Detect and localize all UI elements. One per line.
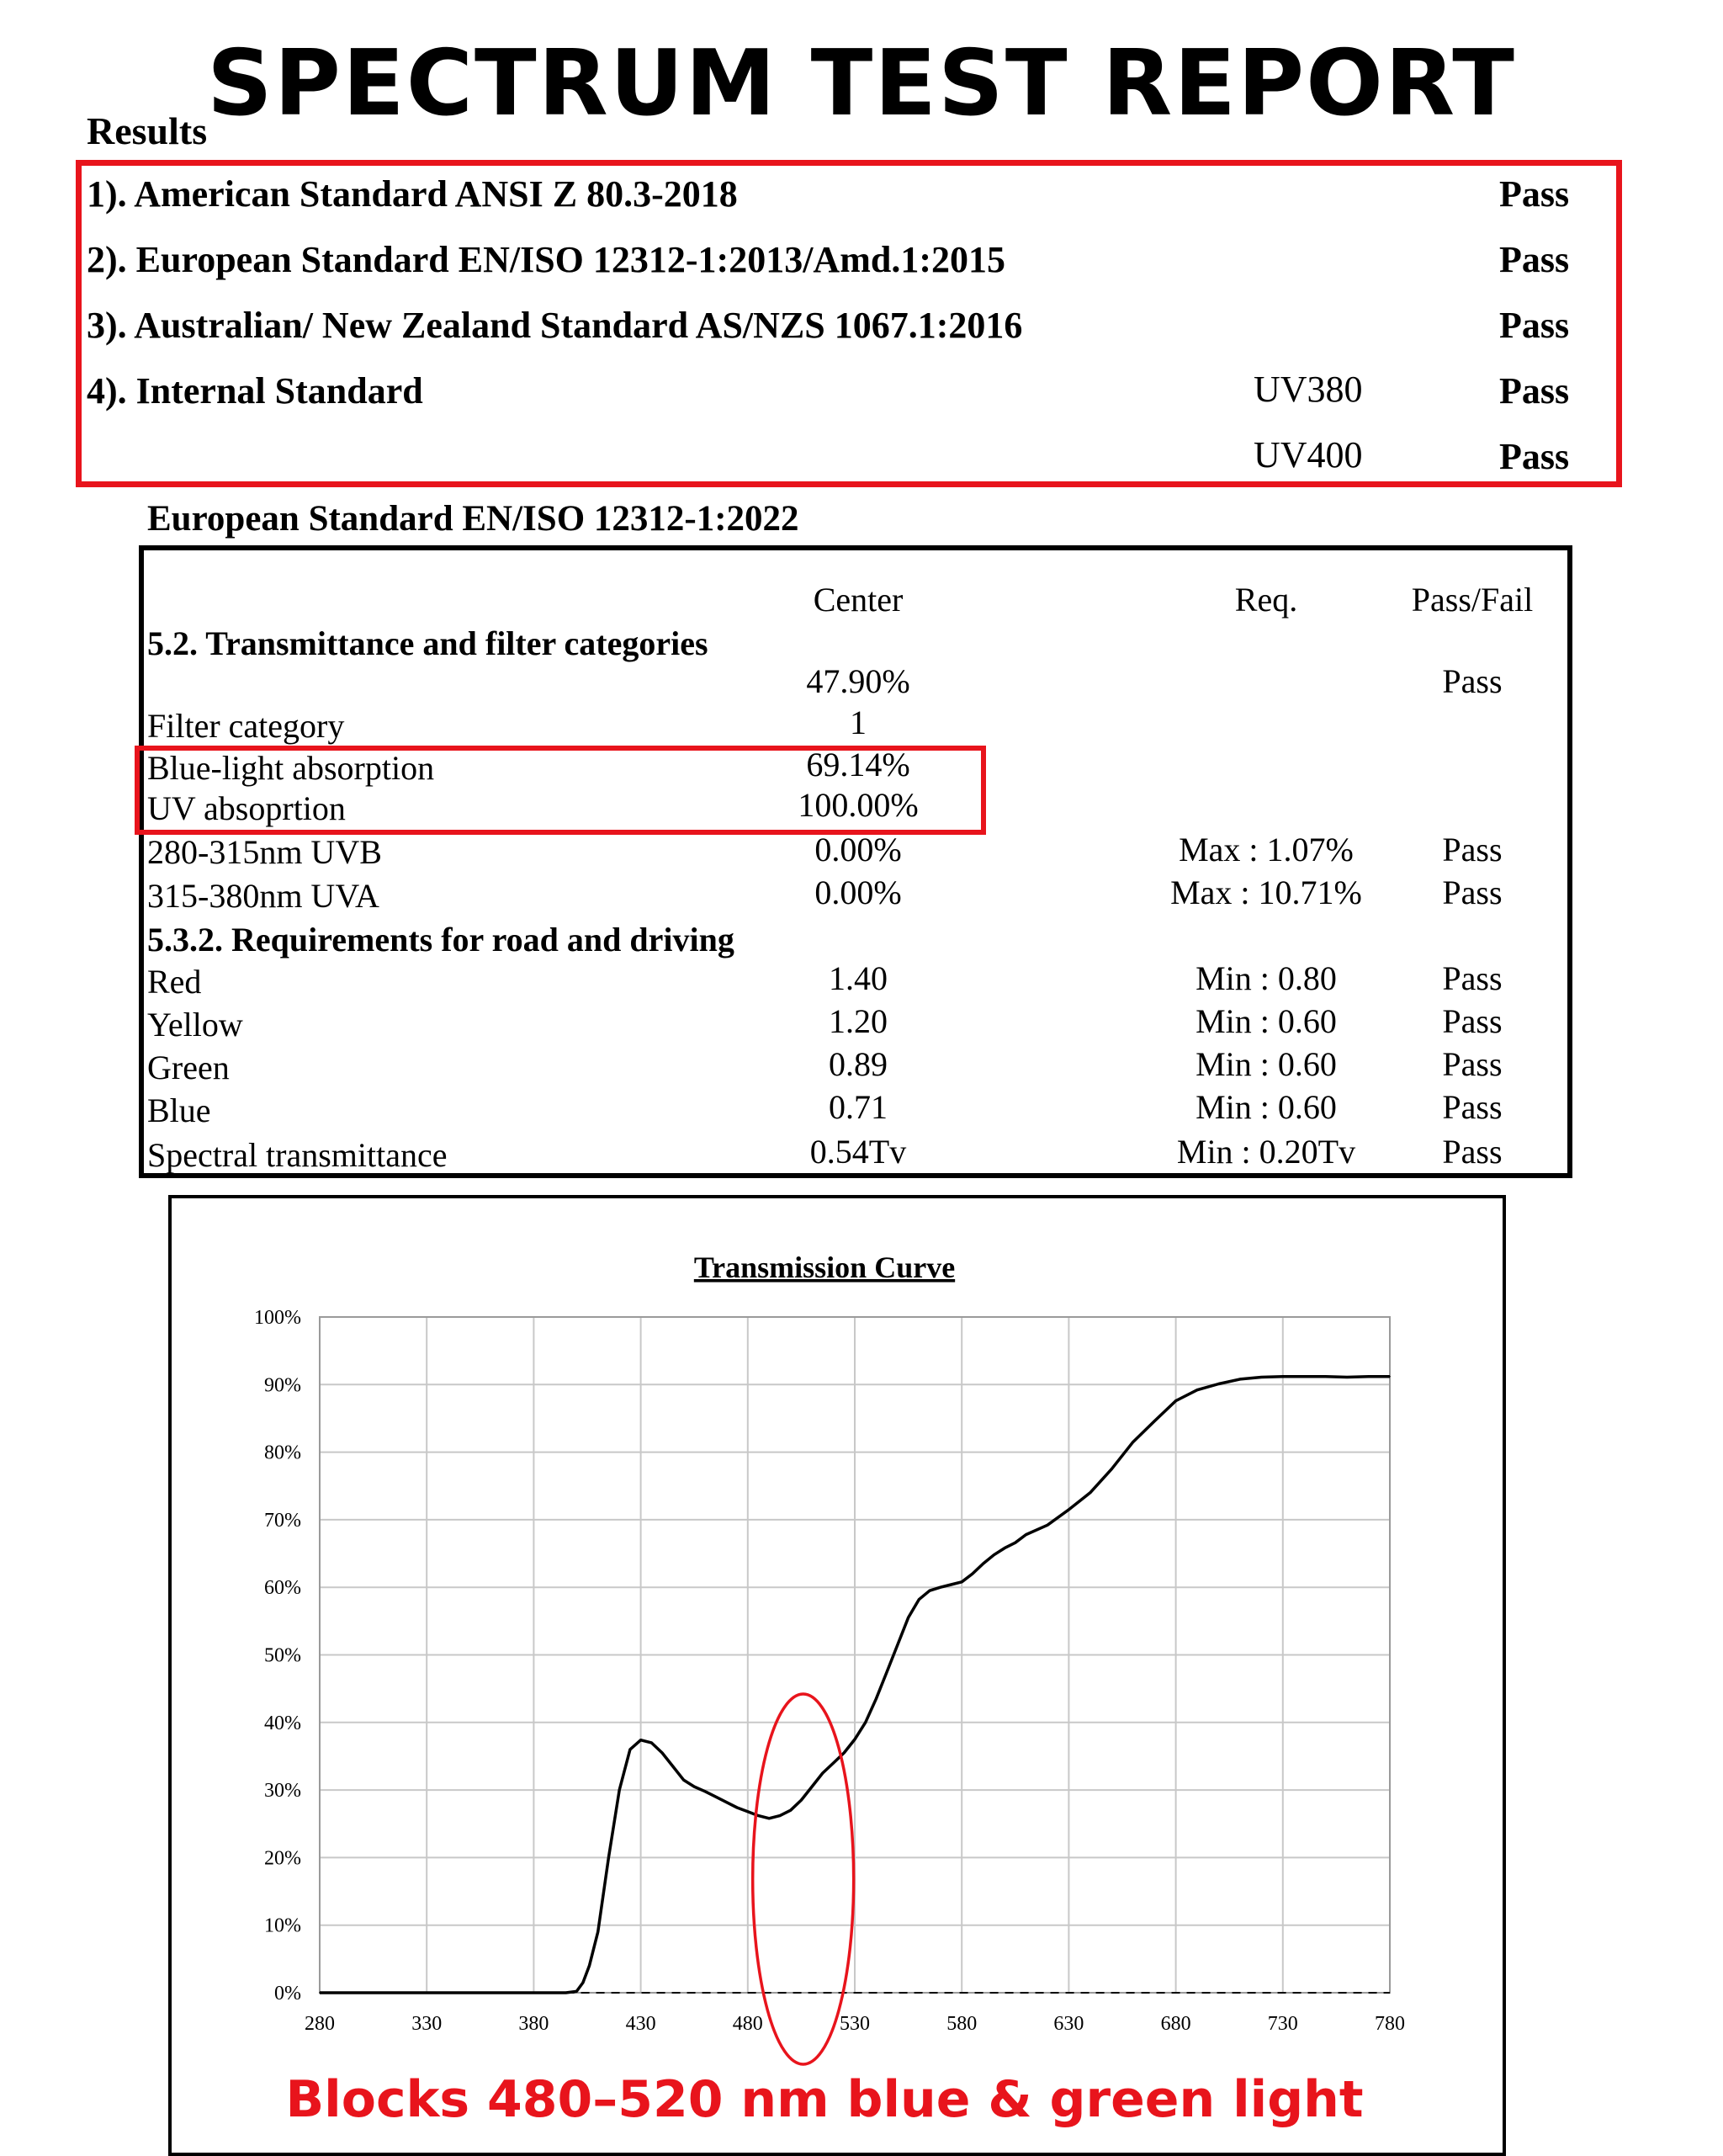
x-tick-label-330: 330 bbox=[411, 2013, 443, 2035]
data-point-620 bbox=[1047, 1525, 1048, 1527]
result-status-uv400: Pass bbox=[1499, 436, 1570, 477]
cell-center-uvb: 0.00% bbox=[814, 831, 902, 868]
data-point-410 bbox=[597, 1931, 599, 1933]
cell-pf-spectral-transmittance: Pass bbox=[1442, 1133, 1503, 1171]
chart-title: Transmission Curve bbox=[693, 1251, 956, 1284]
data-point-485 bbox=[758, 1815, 760, 1817]
data-point-475 bbox=[736, 1807, 738, 1808]
data-point-590 bbox=[983, 1563, 984, 1564]
cell-center-uv-absorption: 100.00% bbox=[798, 786, 919, 824]
y-tick-label-90: 90% bbox=[264, 1374, 301, 1397]
data-point-610 bbox=[1026, 1534, 1027, 1536]
cell-req-spectral-transmittance: Min : 0.20Tv bbox=[1176, 1133, 1356, 1171]
data-point-480 bbox=[747, 1811, 749, 1813]
data-point-680 bbox=[1175, 1400, 1177, 1402]
column-header-center: Center bbox=[813, 581, 904, 619]
data-point-500 bbox=[790, 1809, 792, 1811]
section-heading-transmittance: 5.2. Transmittance and filter categories bbox=[147, 624, 708, 662]
cell-pf-uvb: Pass bbox=[1442, 831, 1503, 868]
cell-pf-transmittance: Pass bbox=[1442, 662, 1503, 700]
result-label-en-iso: 2). European Standard EN/ISO 12312-1:2013/Amd.1:2015 bbox=[87, 239, 1005, 280]
y-tick-label-60: 60% bbox=[264, 1577, 301, 1600]
data-point-403 bbox=[582, 1982, 584, 1983]
report-title: SPECTRUM TEST REPORT bbox=[207, 31, 1516, 136]
data-point-555 bbox=[908, 1617, 909, 1619]
x-tick-label-780: 780 bbox=[1375, 2013, 1405, 2035]
y-tick-label-30: 30% bbox=[264, 1780, 301, 1803]
result-status-en-iso: Pass bbox=[1499, 239, 1570, 280]
result-status-as-nzs: Pass bbox=[1499, 305, 1570, 346]
data-point-540 bbox=[876, 1698, 877, 1700]
data-point-580 bbox=[961, 1581, 962, 1583]
data-point-280 bbox=[319, 1992, 321, 1994]
data-point-520 bbox=[833, 1762, 835, 1764]
x-tick-label-730: 730 bbox=[1267, 2013, 1298, 2035]
x-tick-label-280: 280 bbox=[305, 2013, 335, 2035]
cell-req-yellow: Min : 0.60 bbox=[1195, 1002, 1337, 1040]
y-tick-label-40: 40% bbox=[264, 1712, 301, 1734]
data-point-525 bbox=[843, 1752, 845, 1754]
cell-pf-red: Pass bbox=[1442, 959, 1503, 997]
data-point-400 bbox=[575, 1991, 577, 1993]
data-point-440 bbox=[661, 1752, 663, 1754]
result-label-as-nzs: 3). Australian/ New Zealand Standard AS/NZS 1067.1:2016 bbox=[87, 305, 1023, 346]
cell-pf-blue: Pass bbox=[1442, 1088, 1503, 1126]
data-point-670 bbox=[1153, 1421, 1155, 1422]
data-point-570 bbox=[940, 1586, 941, 1588]
cell-pf-green: Pass bbox=[1442, 1045, 1503, 1083]
result-label-ansi: 1). American Standard ANSI Z 80.3-2018 bbox=[87, 173, 738, 215]
cell-center-red: 1.40 bbox=[829, 959, 888, 997]
data-point-415 bbox=[608, 1857, 610, 1859]
row-label-yellow: Yellow bbox=[147, 1006, 243, 1043]
data-point-605 bbox=[1015, 1542, 1016, 1543]
data-point-550 bbox=[897, 1644, 899, 1646]
row-label-blue: Blue bbox=[147, 1091, 211, 1129]
cell-req-blue: Min : 0.60 bbox=[1195, 1088, 1337, 1126]
x-tick-label-580: 580 bbox=[946, 2013, 978, 2035]
y-tick-label-20: 20% bbox=[264, 1847, 301, 1870]
cell-center-blue-light-absorption: 69.14% bbox=[806, 746, 910, 783]
x-tick-label-630: 630 bbox=[1053, 2013, 1084, 2035]
y-tick-label-50: 50% bbox=[264, 1644, 301, 1667]
data-point-760 bbox=[1346, 1377, 1348, 1378]
row-label-blue-light-absorption: Blue-light absorption bbox=[147, 749, 435, 787]
data-point-495 bbox=[779, 1815, 781, 1817]
data-point-770 bbox=[1368, 1376, 1370, 1378]
annotation-caption: Blocks 480–520 nm blue & green light bbox=[285, 2070, 1364, 2129]
y-tick-label-100: 100% bbox=[254, 1307, 301, 1329]
cell-center-yellow: 1.20 bbox=[829, 1002, 888, 1040]
data-point-690 bbox=[1196, 1389, 1198, 1391]
cell-req-red: Min : 0.80 bbox=[1195, 959, 1337, 997]
cell-center-transmittance: 47.90% bbox=[806, 662, 910, 700]
x-tick-label-680: 680 bbox=[1160, 2013, 1191, 2035]
cell-req-uva: Max : 10.71% bbox=[1170, 874, 1362, 911]
data-point-585 bbox=[972, 1573, 973, 1575]
data-point-720 bbox=[1261, 1377, 1263, 1378]
cell-center-spectral-transmittance: 0.54Tv bbox=[809, 1133, 907, 1171]
y-tick-label-0: 0% bbox=[274, 1983, 301, 2005]
data-point-430 bbox=[640, 1739, 642, 1741]
data-point-710 bbox=[1239, 1378, 1241, 1380]
data-point-565 bbox=[929, 1590, 930, 1591]
cell-center-blue: 0.71 bbox=[829, 1088, 888, 1126]
data-point-700 bbox=[1218, 1383, 1220, 1385]
data-point-470 bbox=[726, 1802, 728, 1803]
data-point-530 bbox=[854, 1739, 856, 1740]
data-point-595 bbox=[994, 1554, 995, 1556]
data-point-445 bbox=[672, 1766, 674, 1767]
result-status-uv380: Pass bbox=[1499, 370, 1570, 412]
data-point-465 bbox=[715, 1796, 717, 1798]
result-sub-uv400: UV400 bbox=[1254, 434, 1363, 475]
data-point-490 bbox=[768, 1818, 770, 1819]
data-point-460 bbox=[704, 1791, 706, 1792]
row-label-uv-absorption: UV absoprtion bbox=[147, 789, 346, 827]
data-point-435 bbox=[651, 1742, 653, 1744]
section-heading-road-driving: 5.3.2. Requirements for road and driving bbox=[147, 921, 734, 959]
data-point-640 bbox=[1089, 1492, 1091, 1494]
cell-req-green: Min : 0.60 bbox=[1195, 1045, 1337, 1083]
data-point-510 bbox=[811, 1786, 813, 1787]
en-table-heading: European Standard EN/ISO 12312-1:2022 bbox=[147, 499, 799, 539]
cell-pf-yellow: Pass bbox=[1442, 1002, 1503, 1040]
x-tick-label-380: 380 bbox=[518, 2013, 549, 2035]
data-point-750 bbox=[1325, 1376, 1327, 1378]
column-header-pass-fail: Pass/Fail bbox=[1411, 581, 1534, 619]
data-point-630 bbox=[1068, 1509, 1070, 1511]
x-tick-label-480: 480 bbox=[732, 2013, 763, 2035]
column-header-req: Req. bbox=[1234, 581, 1298, 619]
data-point-740 bbox=[1303, 1376, 1305, 1378]
cell-center-green: 0.89 bbox=[829, 1045, 888, 1083]
row-label-red: Red bbox=[147, 963, 202, 1001]
row-label-green: Green bbox=[147, 1049, 230, 1086]
cell-req-uvb: Max : 1.07% bbox=[1179, 831, 1354, 868]
result-status-ansi: Pass bbox=[1499, 173, 1570, 215]
data-point-600 bbox=[1004, 1548, 1005, 1549]
row-label-uvb: 280-315nm UVB bbox=[147, 833, 382, 871]
data-point-660 bbox=[1132, 1442, 1134, 1443]
data-point-425 bbox=[629, 1749, 631, 1750]
data-point-730 bbox=[1282, 1376, 1284, 1378]
y-tick-label-10: 10% bbox=[264, 1914, 301, 1937]
result-sub-uv380: UV380 bbox=[1254, 369, 1363, 410]
result-label-internal: 4). Internal Standard bbox=[87, 370, 423, 412]
data-point-455 bbox=[693, 1786, 695, 1787]
row-label-filter-category: Filter category bbox=[147, 707, 345, 745]
data-point-505 bbox=[801, 1799, 803, 1801]
data-point-420 bbox=[618, 1789, 620, 1791]
data-point-515 bbox=[822, 1772, 824, 1774]
data-point-395 bbox=[565, 1992, 567, 1994]
x-tick-label-530: 530 bbox=[840, 2013, 870, 2035]
data-point-406 bbox=[589, 1965, 591, 1967]
data-point-535 bbox=[865, 1722, 867, 1723]
data-point-780 bbox=[1389, 1376, 1391, 1378]
row-label-uva: 315-380nm UVA bbox=[147, 877, 379, 915]
y-tick-label-80: 80% bbox=[264, 1442, 301, 1464]
data-point-575 bbox=[951, 1584, 952, 1585]
cell-pf-uva: Pass bbox=[1442, 874, 1503, 911]
data-point-450 bbox=[683, 1779, 685, 1781]
data-point-545 bbox=[886, 1671, 888, 1673]
data-point-560 bbox=[919, 1599, 920, 1601]
cell-center-uva: 0.00% bbox=[814, 874, 902, 911]
blue-band-highlight-ellipse bbox=[753, 1694, 854, 2064]
cell-center-filter-category: 1 bbox=[850, 704, 867, 741]
x-tick-label-430: 430 bbox=[625, 2013, 656, 2035]
data-point-650 bbox=[1111, 1468, 1112, 1470]
y-tick-label-70: 70% bbox=[264, 1509, 301, 1532]
results-heading: Results bbox=[87, 109, 208, 152]
row-label-spectral-transmittance: Spectral transmittance bbox=[147, 1136, 448, 1174]
